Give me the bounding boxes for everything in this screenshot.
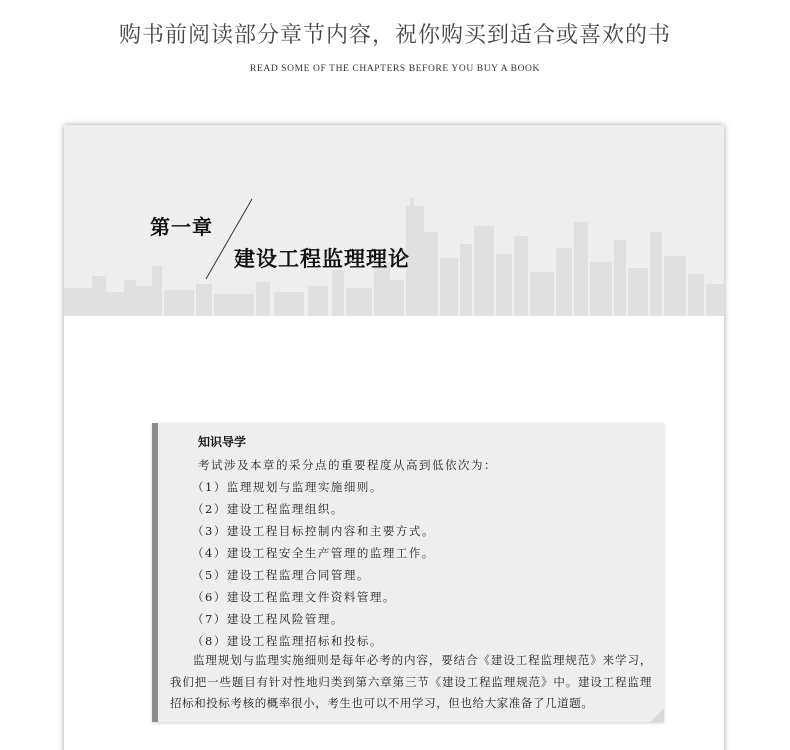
guide-item: （6）建设工程监理文件资料管理。 [192,590,396,604]
page-fold-corner [650,708,664,722]
chapter-title: 建设工程监理理论 [234,246,410,271]
page-subtitle: READ SOME OF THE CHAPTERS BEFORE YOU BUY A BOOK [250,64,540,74]
chapter-number: 第一章 [150,215,213,239]
guide-intro: 考试涉及本章的采分点的重要程度从高到低依次为： [198,458,497,472]
guide-item: （1）监理规划与监理实施细则。 [192,480,383,494]
guide-item: （4）建设工程安全生产管理的监理工作。 [192,546,435,560]
guide-item: （7）建设工程风险管理。 [192,612,344,626]
book-page-preview [64,125,724,750]
guide-item: （8）建设工程监理招标和投标。 [192,634,383,648]
guide-item: （2）建设工程监理组织。 [192,502,344,516]
knowledge-guide-box [152,423,664,722]
guide-item: （5）建设工程监理合同管理。 [192,568,370,582]
guide-heading: 知识导学 [198,435,247,449]
chapter-banner [64,125,724,316]
guide-item: （3）建设工程目标控制内容和主要方式。 [192,524,435,538]
page-title: 购书前阅读部分章节内容，祝你购买到适合或喜欢的书 [118,23,671,48]
guide-paragraph: 监理规划与监理实施细则是每年必考的内容，要结合《建设工程监理规范》来学习，我们把一些题目有针对性地归类到第六章第三节《建设工程监理规范》中。建设工程监理招标和投标考核的概率很小，考生也可以不用学习，但也给大家准备了几道题。 [170,653,652,710]
